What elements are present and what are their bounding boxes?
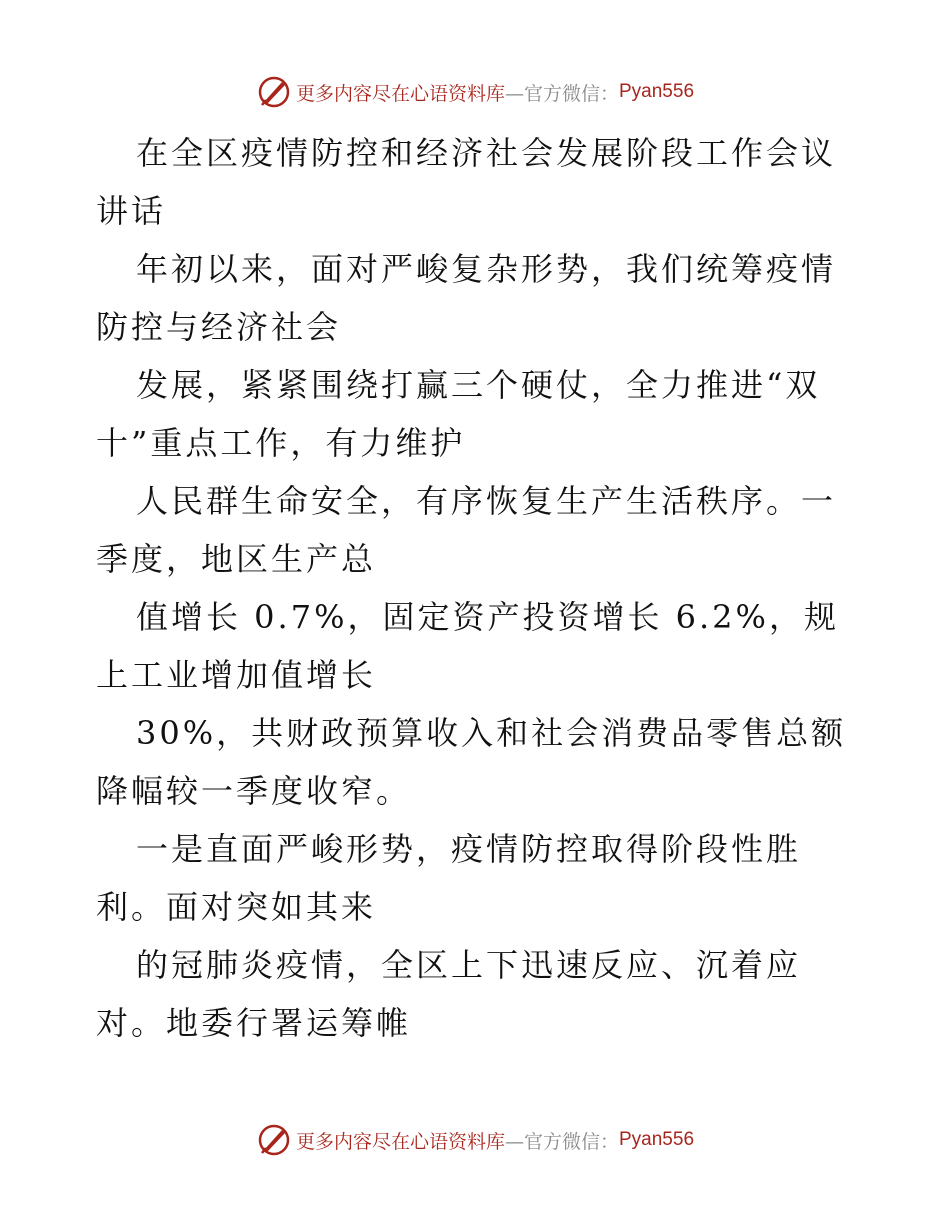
footer-watermark <box>0 1120 950 1160</box>
paragraph: 年初以来，面对严峻复杂形势，我们统筹疫情防控与经济社会 <box>96 250 837 346</box>
paragraph: 30%，共财政预算收入和社会消费品零售总额降幅较一季度收窄。 <box>96 714 847 810</box>
paragraph: 发展，紧紧围绕打赢三个硬仗，全力推进“双十”重点工作，有力维护 <box>96 366 821 462</box>
watermark-brand: 更多内容尽在心语资料库 <box>295 1130 505 1153</box>
paragraph: 值增长 0.7%，固定资产投资增长 6.2%，规上工业增加值增长 <box>96 598 839 694</box>
quill-pen-logo-icon <box>256 1122 292 1158</box>
document-body <box>96 124 866 1052</box>
watermark-brand: 更多内容尽在心语资料库 <box>295 82 505 105</box>
paragraph: 的冠肺炎疫情，全区上下迅速反应、沉着应对。地委行署运筹帷 <box>96 946 802 1042</box>
quill-pen-logo-icon <box>256 74 292 110</box>
paragraph: 人民群生命安全，有序恢复生产生活秩序。一季度，地区生产总 <box>96 482 837 578</box>
watermark-wechat-id: Pyan556 <box>619 1129 695 1150</box>
document-title: 在全区疫情防控和经济社会发展阶段工作会议讲话 <box>96 134 837 230</box>
watermark-separator: —官方微信： <box>504 82 619 105</box>
header-watermark <box>0 72 950 112</box>
watermark-separator: —官方微信： <box>504 1130 619 1153</box>
watermark-wechat-id: Pyan556 <box>619 81 695 102</box>
paragraph: 一是直面严峻形势，疫情防控取得阶段性胜利。面对突如其来 <box>96 830 802 926</box>
